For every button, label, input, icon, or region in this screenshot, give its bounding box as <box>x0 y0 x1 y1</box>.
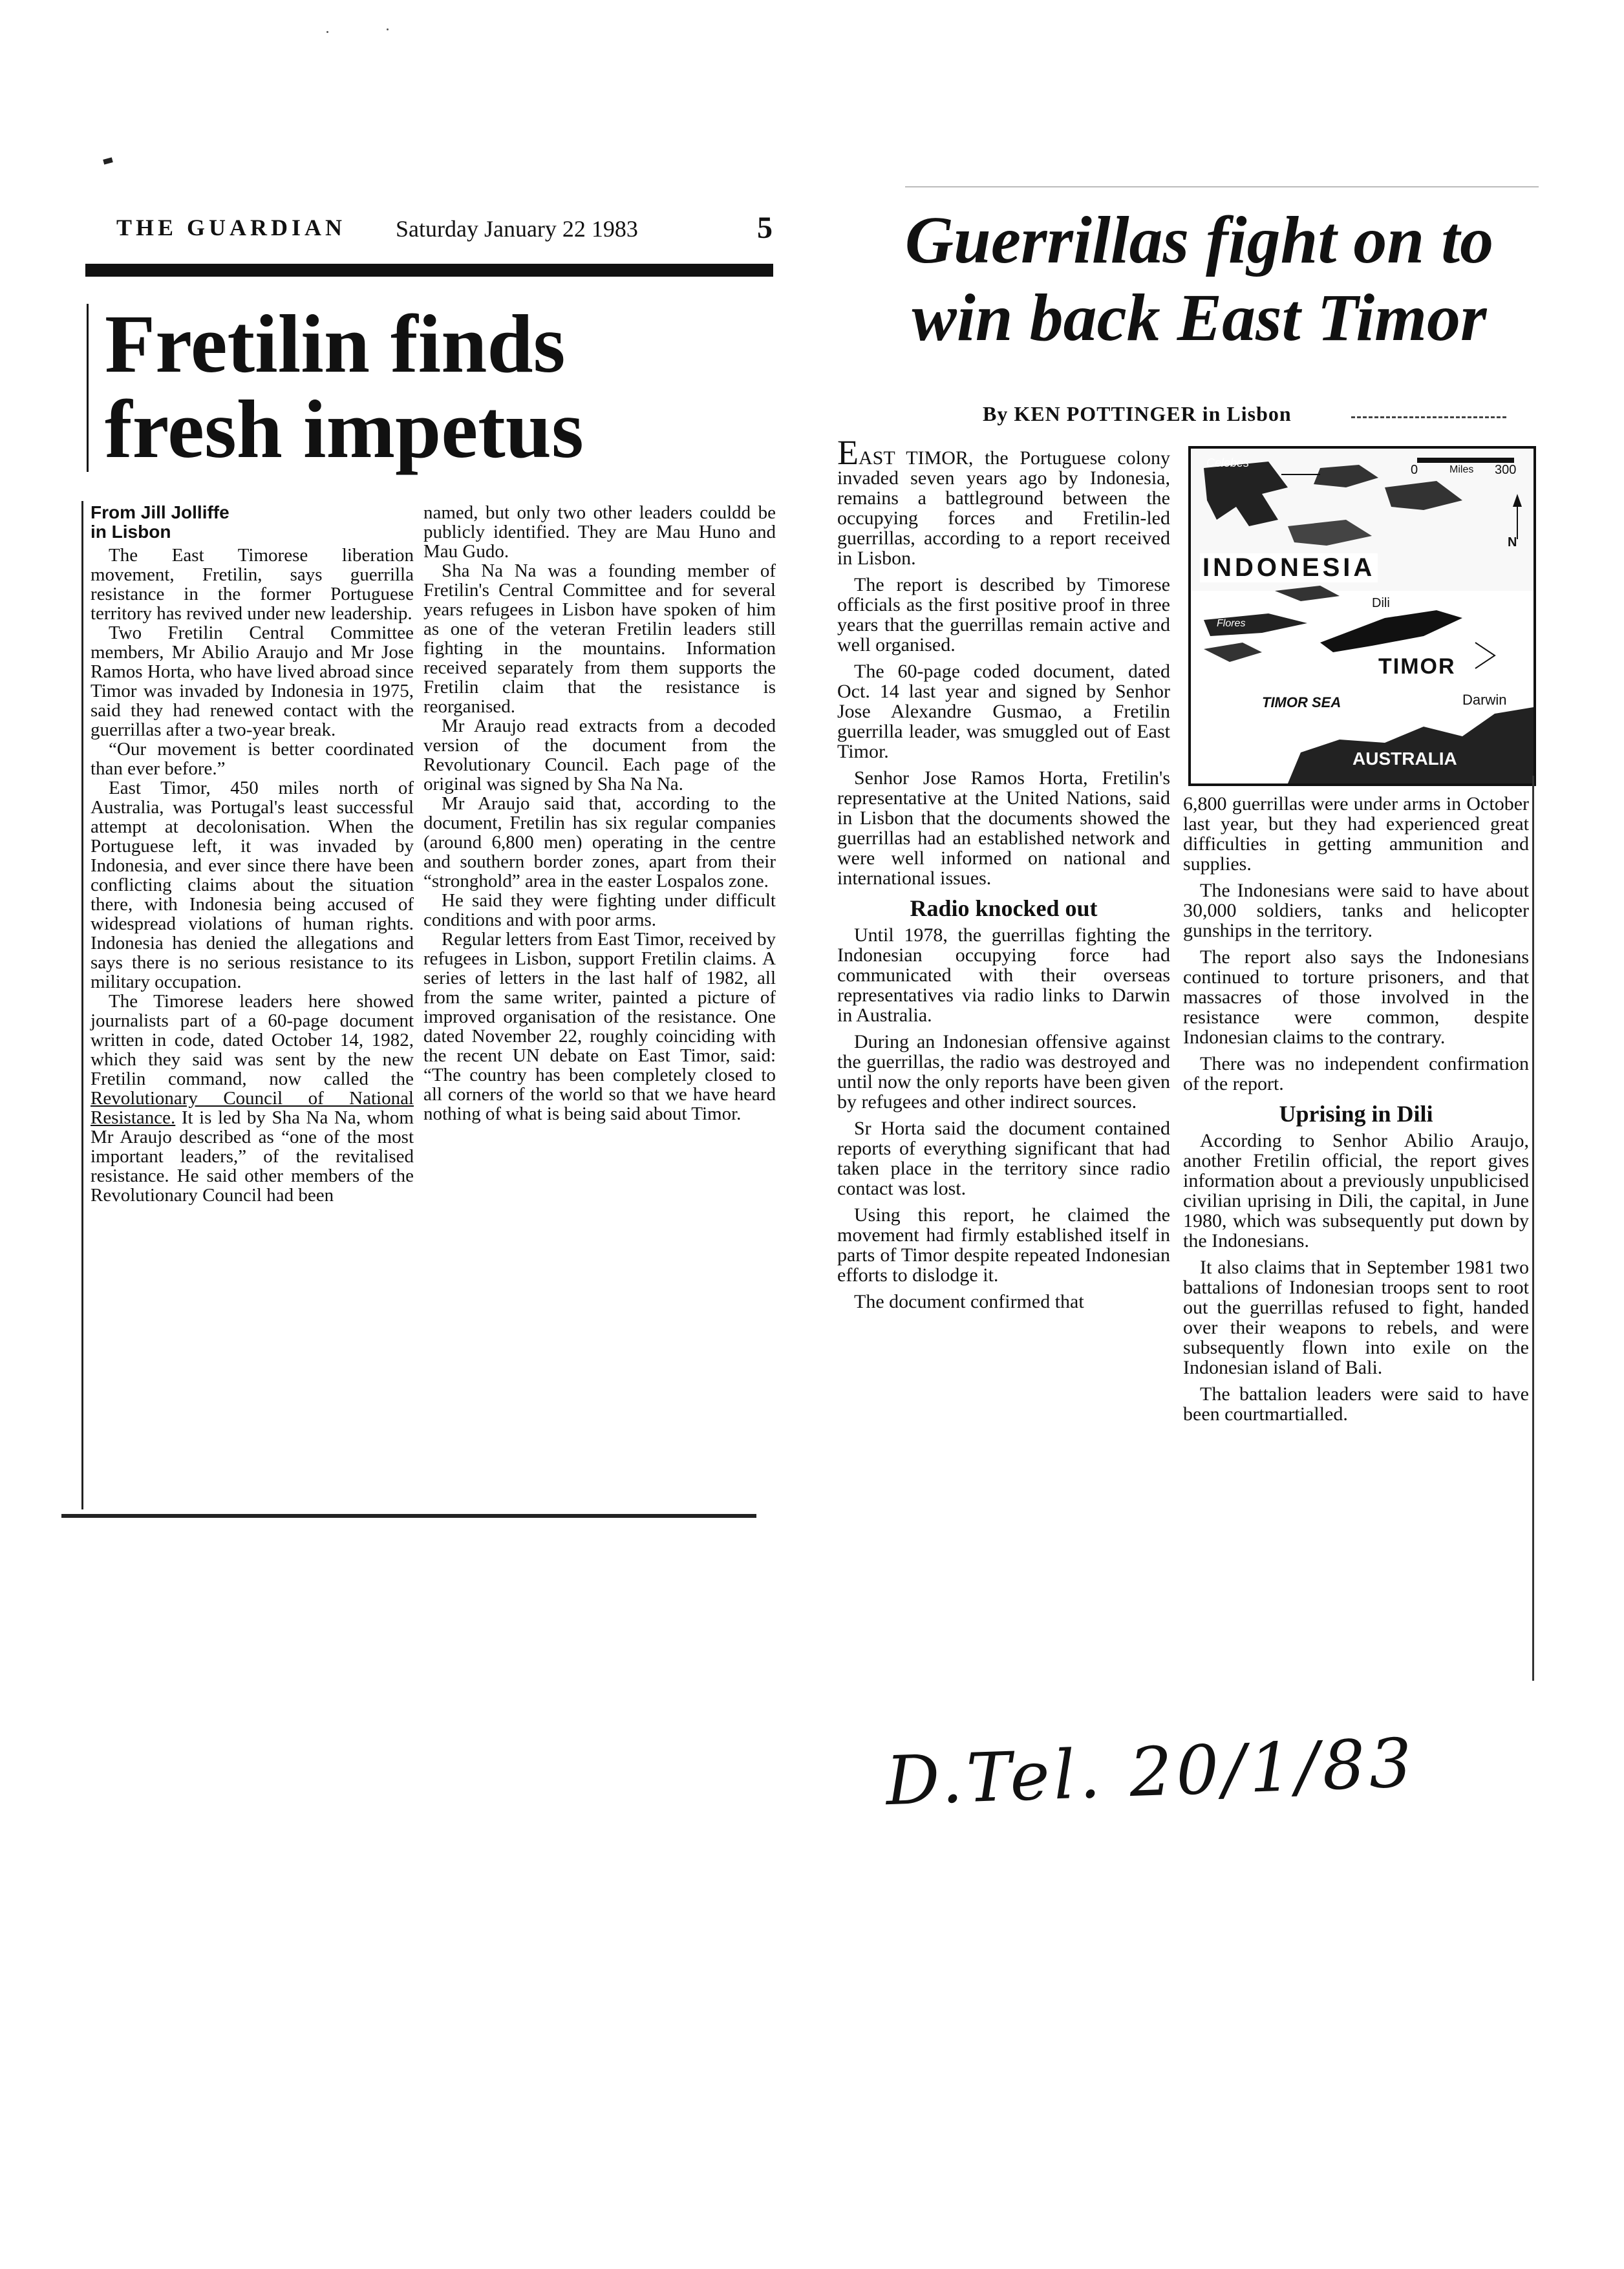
paragraph: It also claims that in September 1981 two battalions of Indonesian troops sent to root out the guerrillas refused to fight, handed over their weapons to rebels, and were subsequently flown into exile on the Indonesian island of Bali. <box>1183 1257 1529 1378</box>
map-label-darwin: Darwin <box>1462 692 1507 708</box>
paragraph: There was no independent confirmation of the report. <box>1183 1053 1529 1094</box>
map-label-timor: TIMOR <box>1378 654 1456 679</box>
left-column-rule <box>81 501 83 1509</box>
map <box>1188 446 1536 786</box>
left-article-column-2 <box>423 503 776 1124</box>
handwritten-source-note: D.Tel. 20/1/83 <box>884 1723 1417 1821</box>
map-label-dili: Dili <box>1372 596 1390 610</box>
masthead-rule <box>85 264 773 277</box>
lead-paragraph: EAST TIMOR, the Portuguese colony invaded seven years ago by Indonesia, remains a battleground between the occupying forces and Fretilin-led guerrillas, according to a report received in Lisbon. <box>837 433 1170 569</box>
left-headline <box>105 298 777 475</box>
paragraph: The report also says the Indonesians continued to torture prisoners, and that massacres of those involved in the resistance were common, despite Indonesian claims to the contrary. <box>1183 946 1529 1048</box>
map-label-timor-sea: TIMOR SEA <box>1262 694 1341 710</box>
paragraph: Senhor Jose Ramos Horta, Fretilin's representative at the United Nations, said in Lisbon that the documents showed the guerrillas had an established network and were well informed on national and international issues. <box>837 767 1170 889</box>
paragraph: Using this report, he claimed the movement had firmly established itself in parts of Timor despite repeated Indonesian efforts to dislodge it. <box>837 1204 1170 1286</box>
paragraph: The Indonesians were said to have about 30,000 soldiers, tanks and helicopter gunships in the territory. <box>1183 880 1529 941</box>
paragraph: The document confirmed that <box>854 1291 1084 1312</box>
right-article-side-rule <box>1532 776 1534 1681</box>
map-label-indonesia: INDONESIA <box>1200 553 1378 582</box>
map-label-celebes: Celebes <box>1206 456 1250 469</box>
paragraph: named, but only two other leaders couldd be publicly identified. They are Mau Huno and Mau Gudo. <box>423 502 776 562</box>
right-byline: By KEN POTTINGER in Lisbon <box>983 402 1292 425</box>
paragraph: “Our movement is better coordinated than ever before.” <box>91 739 414 779</box>
paragraph: The East Timorese liberation movement, Fretilin, says guerrilla resistance in the former Portuguese territory has revived under new leadership. <box>91 545 414 624</box>
paragraph: The report is described by Timorese officials as the first positive proof in three years that the guerrillas remain active and well organised. <box>837 574 1170 655</box>
map-scale-300: 300 <box>1495 463 1517 477</box>
scan-mark <box>103 157 113 164</box>
paragraph: According to Senhor Abilio Araujo, another Fretilin official, the report gives information about a previously unpublicised civilian uprising in Dili, the capital, in June 1980, which was subsequently put down by the Indonesians. <box>1183 1130 1529 1252</box>
masthead-page-number: 5 <box>757 211 773 245</box>
byline-dashed-rule <box>1351 416 1506 418</box>
map-drawing <box>1191 449 1533 783</box>
scan-speck <box>387 28 389 30</box>
masthead <box>116 210 773 249</box>
paragraph: Sha Na Na was a founding member of Fretilin's Central Committee and for several years refugees in Lisbon have spoken of him as one of the veteran Fretilin leaders still fighting in the mountains. Information received separately from them supports the Fretilin claim that the resistance is reorganised. <box>423 560 776 717</box>
left-byline-place: in Lisbon <box>91 522 171 542</box>
right-headline-line2: win back East Timor <box>912 281 1487 355</box>
left-headline-line2: fresh impetus <box>105 383 584 475</box>
underlined-council-name: Revolutionary Council of National Resistance. <box>91 1088 414 1128</box>
subhead-uprising-in-dili: Uprising in Dili <box>1279 1101 1433 1127</box>
paragraph: 6,800 guerrillas were under arms in October last year, but they had experienced great difficulties in getting ammunition and supplies. <box>1183 793 1529 875</box>
left-article-bottom-rule <box>61 1514 756 1518</box>
map-label-australia: AUSTRALIA <box>1352 749 1457 769</box>
paragraph: The battalion leaders were said to have been courtmartialled. <box>1183 1383 1529 1425</box>
paragraph: Regular letters from East Timor, received by refugees in Lisbon, support Fretilin claims. A series of letters in the last half of 1982, all from the same writer, painted a picture of improved organisation of the resistance. One dated November 22, roughly coinciding with the recent UN debate on East Timor, said: “The country has been completely closed to all corners of the world so that we have heard nothing of what is being said about Timor. <box>423 929 776 1124</box>
masthead-date: Saturday January 22 1983 <box>396 216 638 242</box>
headline-sidebar-rule <box>87 304 89 472</box>
paragraph: Until 1978, the guerrillas fighting the Indonesian occupying force had communicated with their overseas representatives via radio links to Darwin in Australia. <box>837 924 1170 1026</box>
paragraph: The Timorese leaders here showed journalists part of a 60-page document written in code, dated October 14, 1982, which they said was sent by the new Fretilin command, now called the Revolutionary Council of National Resistance. It is led by Sha Na Na, whom Mr Araujo described as “one of the most important leaders,” of the revitalised resistance. He said other members of the Revolutionary Council had been <box>91 991 414 1206</box>
right-article-column-1 <box>837 433 1170 1318</box>
left-headline-line1: Fretilin finds <box>105 298 566 390</box>
right-top-rule <box>905 186 1539 187</box>
subhead-radio-knocked-out: Radio knocked out <box>910 895 1098 921</box>
map-north-label: N <box>1508 535 1517 549</box>
paragraph: East Timor, 450 miles north of Australia, was Portugal's least successful attempt at decolonisation. When the Portuguese left, it was invaded by Indonesia, and ever since there have been conflicting claims about the situation there, with Indonesia being accused of widespread violations of human rights. Indonesia has denied the allegations and says there is no serious resistance to its military occupation. <box>91 778 414 992</box>
paragraph: During an Indonesian offensive against the guerrillas, the radio was destroyed and until now the only reports have been given by refugees and other indirect sources. <box>837 1031 1170 1113</box>
masthead-paper: THE GUARDIAN <box>116 215 347 240</box>
paragraph: Mr Araujo read extracts from a decoded version of the document from the Revolutionary Council. Each page of the original was signed by Sha Na Na. <box>423 716 776 794</box>
left-article-column-1 <box>91 503 414 1205</box>
scan-speck <box>326 31 328 33</box>
map-scale-0: 0 <box>1411 463 1418 477</box>
right-headline <box>840 202 1558 357</box>
map-scale-miles: Miles <box>1449 464 1474 475</box>
paragraph: Sr Horta said the document contained reports of everything significant that had taken place in the territory since radio contact was lost. <box>837 1118 1170 1199</box>
map-label-flores: Flores <box>1217 618 1246 629</box>
paragraph: Two Fretilin Central Committee members, Mr Abilio Araujo and Mr Jose Ramos Horta, who have lived abroad since Timor was invaded by Indonesia in 1975, said they had renewed contact with the guerrillas after a two-year break. <box>91 623 414 740</box>
right-article-column-2 <box>1183 794 1529 1431</box>
left-byline-name: From Jill Jolliffe <box>91 502 230 522</box>
paragraph: He said they were fighting under difficult conditions and with poor arms. <box>423 890 776 930</box>
paragraph: Mr Araujo said that, according to the document, Fretilin has six regular companies (around 6,800 men) operating in the centre and southern border zones, apart from their “stronghold” area in the easter Lospalos zone. <box>423 793 776 891</box>
paragraph: The 60-page coded document, dated Oct. 14 last year and signed by Senhor Jose Alexandre Gusmao, a Fretilin guerrilla leader, was smuggled out of East Timor. <box>837 661 1170 762</box>
right-headline-line1: Guerrillas fight on to <box>904 203 1494 277</box>
